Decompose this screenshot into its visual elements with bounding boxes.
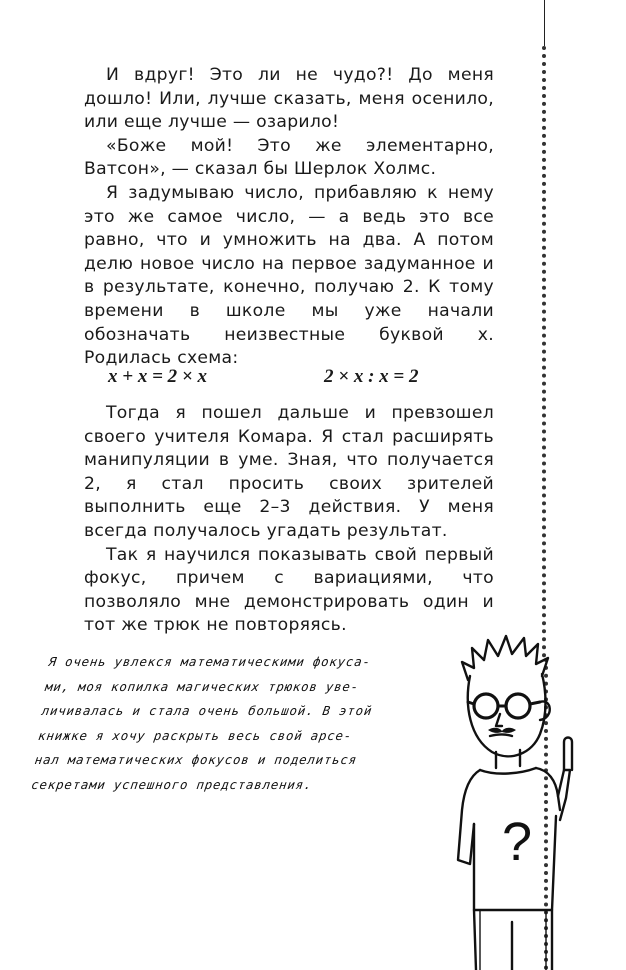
paragraph-3: Я задумываю число, прибавляю к нему это же самое число, — а ведь это все равно, что и умножить на два. А потом делю новое число на первое задуманное и в результате, конечно, получаю 2. К тому времени в школе мы уже начали обозначать неизвестные буквой х. Родилась схема:: [84, 182, 494, 369]
paragraph-5: Так я научился показывать свой первый фокус, причем с вариациями, что позволяло мне демонстрировать один и тот же трюк не повторяясь.: [84, 544, 494, 636]
handwritten-note: [30, 650, 451, 797]
note-line-4: книжке я хочу раскрыть весь свой арсе-: [37, 727, 354, 743]
shirt-question-mark: ?: [502, 812, 533, 872]
note-line-6: секретами успешного представления.: [30, 776, 314, 792]
formula-division: 2 × x : x = 2: [324, 366, 419, 387]
note-line-2: ми, моя копилка магических трюков уве-: [44, 678, 361, 694]
formula-row: [84, 364, 494, 394]
paragraph-2: «Боже мой! Это же элементарно, Ватсон», — сказал бы Шерлок Холмс.: [84, 135, 494, 180]
note-line-3: личивалась и стала очень большой. В этой: [40, 703, 374, 718]
main-text-block: [84, 64, 494, 371]
note-line-5: нал математических фокусов и поделиться: [33, 752, 359, 767]
note-line-1: Я очень увлекся математическими фокуса-: [47, 654, 372, 669]
main-text-block-2: [84, 402, 494, 638]
paragraph-1: И вдруг! Это ли не чудо?! До меня дошло! Или, лучше сказать, меня осенило, или еще лучше — озарило!: [84, 65, 494, 133]
formula-addition: x + x = 2 × x: [108, 366, 207, 387]
paragraph-4: Тогда я пошел дальше и превзошел своего учителя Комара. Я стал расширять манипуляции в уме. Зная, что получается 2, я стал просить своих зрителей выполнить еще 2–3 действия. У меня всегда получалось угадать результат.: [84, 403, 494, 541]
margin-rule-solid: [544, 0, 545, 46]
margin-rule-dotted: [542, 46, 546, 658]
cartoon-boy-illustration: [440, 610, 590, 970]
